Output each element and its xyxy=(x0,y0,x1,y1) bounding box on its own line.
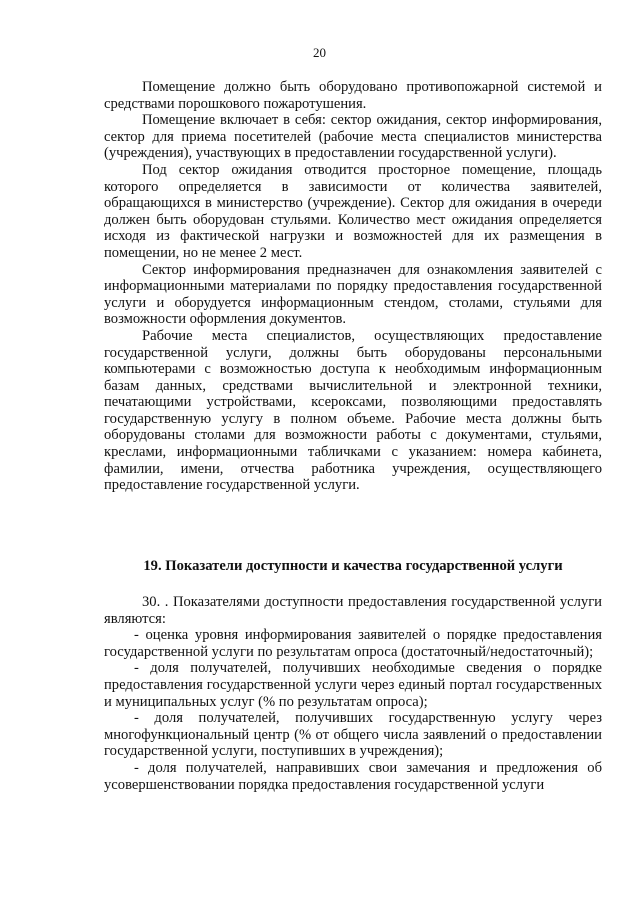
list-item: - доля получателей, получивших необходимые сведения о порядке предоставления государственной услуги через единый портал государственных и муниципальных услуг (% по результатам опроса); xyxy=(104,660,602,710)
premises-requirements-text xyxy=(104,79,602,494)
page-number: 20 xyxy=(313,45,326,60)
paragraph-information-sector: Сектор информирования предназначен для ознакомления заявителей с информационными материалами по порядку предоставления государственной услуги и оборудуется информационным стендом, столами, стульями для возможности оформления документов. xyxy=(104,261,602,328)
paragraph-workplaces: Рабочие места специалистов, осуществляющих предоставление государственной услуги, должны быть оборудованы персональными компьютерами с возможностью доступа к необходимым информационным базам данных, средствами вычислительной и электронной техники, печатающими устройствами, ксероксами, позволяющими предоставлять государственную услугу в полном объеме. Рабочие места должны быть оборудованы столами для возможности работы с документами, стульями, креслами, информационными табличками с указанием: номера кабинета, фамилии, имени, отчества работника учреждения, осуществляющего предоставление государственной услуги. xyxy=(104,327,602,494)
section-heading: 19. Показатели доступности и качества государственной услуги xyxy=(143,558,563,574)
paragraph-waiting-sector: Под сектор ожидания отводится просторное помещение, площадь которого определяется в зависимости от количества заявителей, обращающихся в министерство (учреждение). Сектор для ожидания в очереди должен быть оборудован стульями. Количество мест ожидания определяется исходя из фактической нагрузки и возможностей для их размещения в помещении, но не менее 2 мест. xyxy=(104,161,602,261)
list-item: - доля получателей, получивших государственную услугу через многофункциональный центр (% от общего числа заявлений о предоставлении государственной услуги, поступивших в учреждения); xyxy=(104,710,602,760)
paragraph-premises-sectors: Помещение включает в себя: сектор ожидания, сектор информирования, сектор для приема посетителей (рабочие места специалистов министерства (учреждения), участвующих в предоставлении государственной услуги). xyxy=(104,112,602,162)
list-item: - доля получателей, направивших свои замечания и предложения об усовершенствовании порядка предоставления государственной услуги xyxy=(104,759,602,793)
paragraph-fire-safety: Помещение должно быть оборудовано противопожарной системой и средствами порошкового пожаротушения. xyxy=(104,79,602,112)
list-item: - оценка уровня информирования заявителей о порядке предоставления государственной услуги по результатам опроса (достаточный/недостаточный); xyxy=(104,627,602,660)
accessibility-indicators-text xyxy=(104,594,602,793)
paragraph-indicators-intro: 30. . Показателями доступности предоставления государственной услуги являются: xyxy=(104,594,602,627)
